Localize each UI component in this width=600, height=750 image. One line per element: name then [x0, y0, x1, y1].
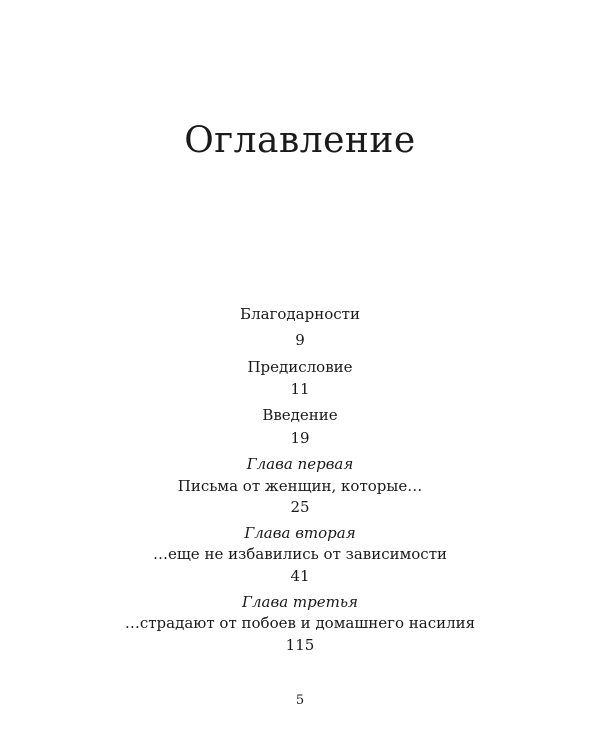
toc-entry-title[interactable]: Предисловие	[247, 358, 353, 376]
toc-entry-page: 19	[290, 429, 310, 447]
page-title: Оглавление	[184, 120, 416, 161]
toc-entry-title[interactable]: Письма от женщин, которые…	[177, 477, 423, 495]
toc-entry-page: 9	[295, 331, 305, 349]
toc-entry-title[interactable]: Введение	[262, 406, 338, 424]
toc-entry-page: 41	[290, 567, 310, 585]
page-number: 5	[295, 693, 305, 708]
toc-entry-title[interactable]: …страдают от побоев и домашнего насилия	[124, 614, 476, 632]
toc-entry-title[interactable]: …еще не избавились от зависимости	[152, 545, 448, 563]
toc-entry-page: 11	[290, 380, 310, 398]
toc-chapter-label: Глава первая	[246, 455, 354, 473]
toc-entry-title[interactable]: Благодарности	[240, 305, 360, 323]
toc-chapter-label: Глава вторая	[244, 524, 356, 542]
toc-entry-page: 25	[290, 498, 310, 516]
toc-entry-page: 115	[285, 636, 315, 654]
toc-chapter-label: Глава третья	[242, 593, 358, 611]
